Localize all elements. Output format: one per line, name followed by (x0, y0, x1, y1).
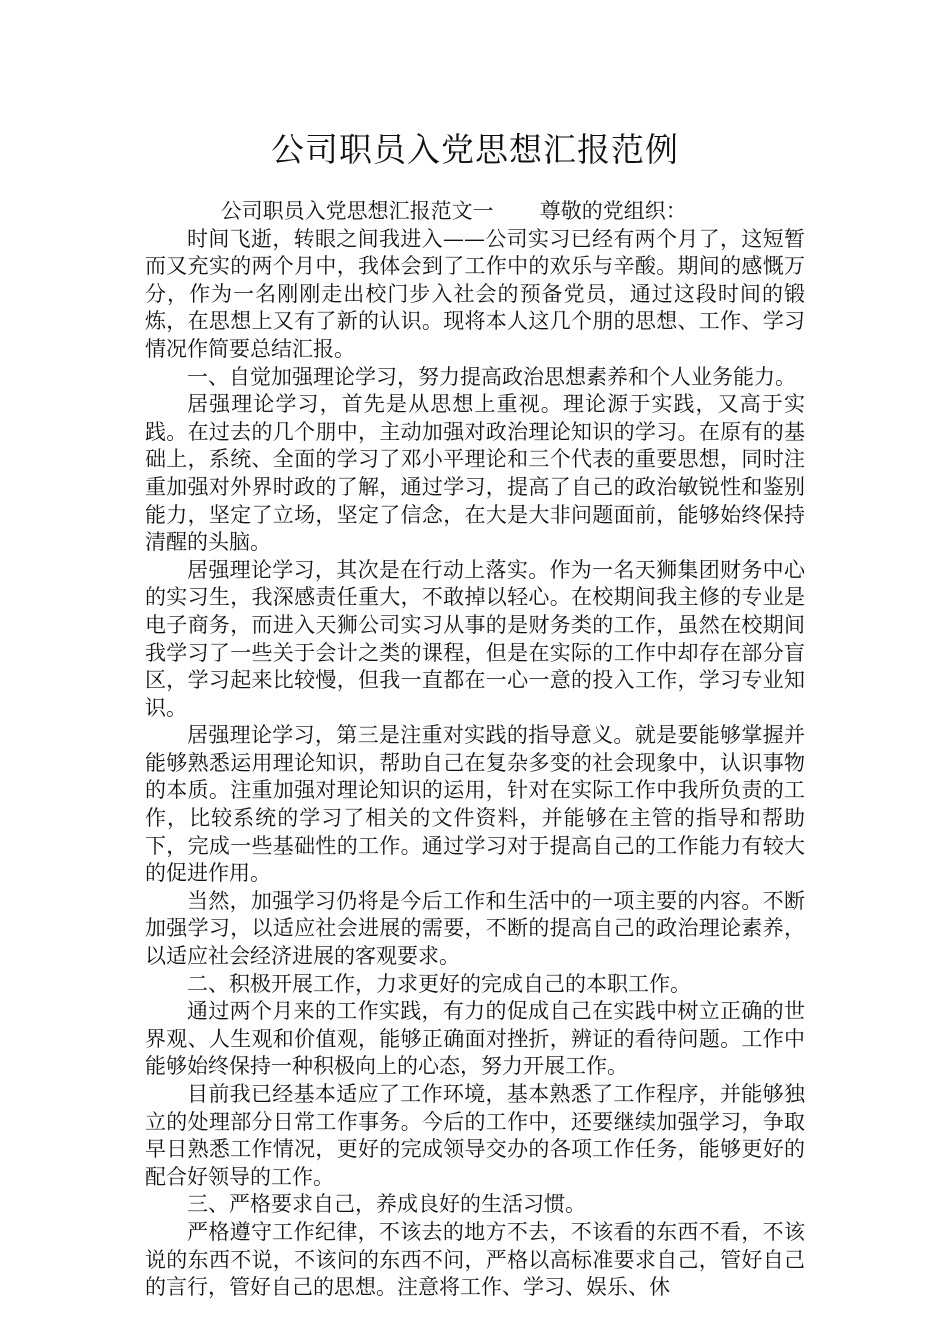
section-heading-1: 一、自觉加强理论学习，努力提高政治思想素养和个人业务能力。 (187, 364, 796, 389)
section-heading-2: 二、积极开展工作，力求更好的完成自己的本职工作。 (187, 971, 691, 996)
paragraph: 居强理论学习，第三是注重对实践的指导意义。就是要能够掌握并能够熟悉运用理论知识，帮助自己在复杂多变的社会现象中，认识事物的本质。注重加强对理论知识的运用，针对在实际工作中我所负责的工作，比较系统的学习了相关的文件资料，并能够在主管的指导和帮助下，完成一些基础性的工作。通过学习对于提高自己的工作能力有较大的促进作用。 (145, 723, 805, 886)
paragraph: 居强理论学习，其次是在行动上落实。作为一名天狮集团财务中心的实习生，我深感责任重大，不敢掉以轻心。在校期间我主修的专业是电子商务，而进入天狮公司实习从事的是财务类的工作，虽然在校期间我学习了一些关于会计之类的课程，但是在实际的工作中却存在部分盲区，学习起来比较慢，但我一直都在一心一意的投入工作，学习专业知识。 (145, 557, 805, 720)
salutation-text: 尊敬的党组织： (539, 199, 687, 223)
paragraph: 严格遵守工作纪律，不该去的地方不去，不该看的东西不看，不该说的东西不说，不该问的东西不问，严格以高标准要求自己，管好自己的言行，管好自己的思想。注意将工作、学习、娱乐、休 (145, 1219, 805, 1300)
section-heading-3: 三、严格要求自己，养成良好的生活习惯。 (187, 1192, 586, 1217)
document-body (145, 198, 805, 1302)
paragraph: 目前我已经基本适应了工作环境，基本熟悉了工作程序，并能够独立的处理部分日常工作事务。今后的工作中，还要继续加强学习，争取早日熟悉工作情况，更好的完成领导交办的各项工作任务，能够更好的配合好领导的工作。 (145, 1082, 805, 1189)
paragraph: 通过两个月来的工作实践，有力的促成自己在实践中树立正确的世界观、人生观和价值观，能够正确面对挫折，辨证的看待问题。工作中能够始终保持一种积极向上的心态，努力开展工作。 (145, 999, 805, 1079)
document-title: 公司职员入党思想汇报范例 (271, 130, 679, 169)
paragraph: 当然，加强学习仍将是今后工作和生活中的一项主要的内容。不断加强学习，以适应社会进展的需要，不断的提高自己的政治理论素养，以适应社会经济进展的客观要求。 (145, 888, 805, 969)
subtitle-text: 公司职员入党思想汇报范文一 (220, 199, 494, 223)
document-subtitle (145, 198, 805, 226)
paragraph-intro: 时间飞逝，转眼之间我进入——公司实习已经有两个月了，这短暂而又充实的两个月中，我体会到了工作中的欢乐与辛酸。期间的感慨万分，作为一名刚刚走出校门步入社会的预备党员，通过这段时间的锻炼，在思想上又有了新的认识。现将本人这几个朋的思想、工作、学习情况作简要总结汇报。 (145, 226, 805, 361)
paragraph: 居强理论学习，首先是从思想上重视。理论源于实践，又高于实践。在过去的几个朋中，主动加强对政治理论知识的学习。在原有的基础上，系统、全面的学习了邓小平理论和三个代表的重要思想，同时注重加强对外界时政的了解，通过学习，提高了自己的政治敏锐性和鉴别能力，坚定了立场，坚定了信念，在大是大非问题面前，能够始终保持清醒的头脑。 (145, 392, 805, 555)
